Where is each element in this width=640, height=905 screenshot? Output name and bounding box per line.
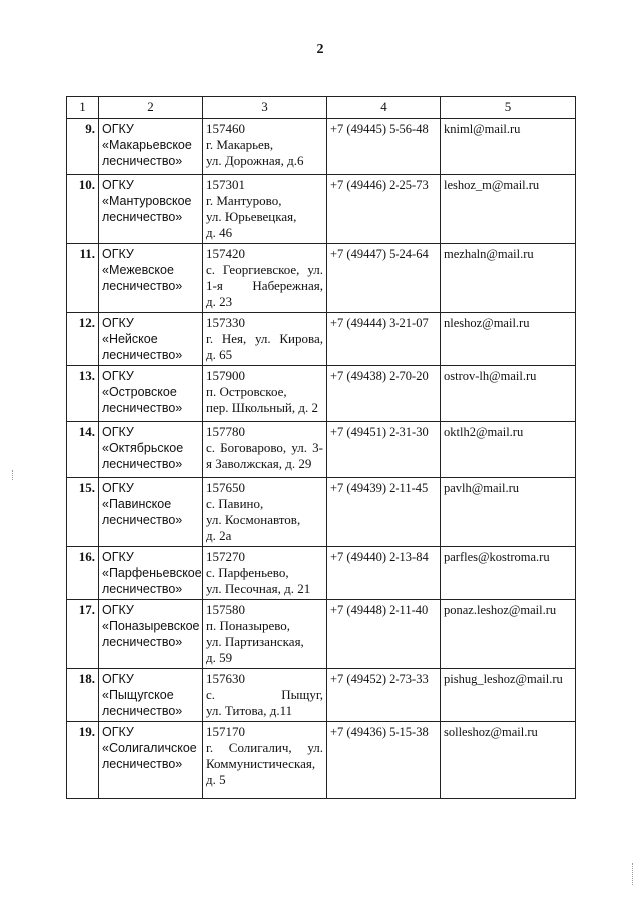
postal-code: 157330 [206, 315, 245, 330]
row-number: 19. [67, 722, 99, 799]
column-header: 4 [327, 97, 441, 119]
address-line: г. Солигалич, ул. [206, 740, 323, 755]
organization-cell [99, 119, 203, 175]
address-cell [203, 366, 327, 422]
organization-name: «Островское лесничество» [102, 385, 183, 415]
table-header-row [67, 97, 576, 119]
organization-type: ОГКУ [102, 725, 134, 739]
address-line: Коммунистическая, [206, 756, 316, 771]
address-line: пер. Школьный, д. 2 [206, 400, 319, 415]
address-cell [203, 669, 327, 722]
postal-code: 157780 [206, 424, 245, 439]
column-header: 1 [67, 97, 99, 119]
organization-name: «Макарьевское лесничество» [102, 138, 192, 168]
address-line: я Заволжская, д. 29 [206, 456, 312, 471]
organization-name: «Павинское лесничество» [102, 497, 183, 527]
phone-cell: +7 (49448) 2-11-40 [327, 600, 441, 669]
organization-name: «Солигаличское лесничество» [102, 741, 197, 771]
address-line: ул. Космонавтов, [206, 512, 301, 527]
organization-name: «Межевское лесничество» [102, 263, 183, 293]
organization-type: ОГКУ [102, 178, 134, 192]
organization-cell [99, 722, 203, 799]
organization-type: ОГКУ [102, 481, 134, 495]
table-row [67, 422, 576, 478]
organization-type: ОГКУ [102, 603, 134, 617]
phone-cell: +7 (49439) 2-11-45 [327, 478, 441, 547]
table-row [67, 175, 576, 244]
email-cell: leshoz_m@mail.ru [441, 175, 576, 244]
email-cell: ostrov-lh@mail.ru [441, 366, 576, 422]
phone-cell: +7 (49446) 2-25-73 [327, 175, 441, 244]
address-line: ул. Юрьевецкая, [206, 209, 297, 224]
address-line: д. 23 [206, 294, 233, 309]
email-cell: parfles@kostroma.ru [441, 547, 576, 600]
row-number: 15. [67, 478, 99, 547]
address-line: г. Мантурово, [206, 193, 282, 208]
organization-name: «Нейское лесничество» [102, 332, 183, 362]
column-header: 5 [441, 97, 576, 119]
column-header: 3 [203, 97, 327, 119]
organization-cell [99, 478, 203, 547]
postal-code: 157650 [206, 480, 245, 495]
organization-cell [99, 422, 203, 478]
address-cell [203, 313, 327, 366]
table-body [67, 119, 576, 799]
organization-name: «Пыщугское лесничество» [102, 688, 183, 718]
phone-cell: +7 (49438) 2-70-20 [327, 366, 441, 422]
address-cell [203, 422, 327, 478]
postal-code: 157580 [206, 602, 245, 617]
corner-mark [632, 863, 634, 885]
row-number: 11. [67, 244, 99, 313]
page-number: 2 [316, 42, 324, 57]
margin-mark [12, 470, 14, 480]
address-line: ул. Песочная, д. 21 [206, 581, 311, 596]
organization-cell [99, 547, 203, 600]
postal-code: 157630 [206, 671, 245, 686]
phone-cell: +7 (49451) 2-31-30 [327, 422, 441, 478]
postal-code: 157170 [206, 724, 245, 739]
address-line: с. Пыщуг, [206, 687, 323, 702]
email-cell: kniml@mail.ru [441, 119, 576, 175]
organization-type: ОГКУ [102, 425, 134, 439]
table-row [67, 722, 576, 799]
address-line: д. 59 [206, 650, 233, 665]
address-cell [203, 600, 327, 669]
row-number: 12. [67, 313, 99, 366]
table-row [67, 669, 576, 722]
row-number: 9. [67, 119, 99, 175]
email-cell: pishug_leshoz@mail.ru [441, 669, 576, 722]
address-line: с. Георгиевское, ул. [206, 262, 323, 277]
organization-name: «Парфеньевское лесничество» [102, 566, 202, 596]
organization-name: «Октябрьское лесничество» [102, 441, 184, 471]
address-line: с. Боговарово, ул. 3- [206, 440, 323, 455]
organization-type: ОГКУ [102, 672, 134, 686]
email-cell: solleshoz@mail.ru [441, 722, 576, 799]
address-cell [203, 119, 327, 175]
address-line: д. 65 [206, 347, 233, 362]
address-cell [203, 722, 327, 799]
organization-cell [99, 600, 203, 669]
table-row [67, 244, 576, 313]
address-line: п. Поназырево, [206, 618, 291, 633]
email-cell: mezhaln@mail.ru [441, 244, 576, 313]
organization-name: «Поназыревское лесничество» [102, 619, 200, 649]
phone-cell: +7 (49447) 5-24-64 [327, 244, 441, 313]
address-line: ул. Титова, д.11 [206, 703, 293, 718]
address-line: 1-я Набережная, [206, 278, 323, 293]
table-row [67, 366, 576, 422]
address-line: д. 46 [206, 225, 233, 240]
table-row [67, 600, 576, 669]
row-number: 17. [67, 600, 99, 669]
organization-cell [99, 669, 203, 722]
address-line: д. 2а [206, 528, 232, 543]
row-number: 18. [67, 669, 99, 722]
row-number: 10. [67, 175, 99, 244]
address-cell [203, 547, 327, 600]
phone-cell: +7 (49436) 5-15-38 [327, 722, 441, 799]
phone-cell: +7 (49452) 2-73-33 [327, 669, 441, 722]
email-cell: pavlh@mail.ru [441, 478, 576, 547]
email-cell: nleshoz@mail.ru [441, 313, 576, 366]
organization-type: ОГКУ [102, 369, 134, 383]
organization-type: ОГКУ [102, 316, 134, 330]
address-line: г. Нея, ул. Кирова, [206, 331, 323, 346]
phone-cell: +7 (49440) 2-13-84 [327, 547, 441, 600]
table-row [67, 547, 576, 600]
address-cell [203, 175, 327, 244]
email-cell: oktlh2@mail.ru [441, 422, 576, 478]
address-line: с. Парфеньево, [206, 565, 289, 580]
address-cell [203, 478, 327, 547]
organization-cell [99, 244, 203, 313]
column-header: 2 [99, 97, 203, 119]
address-line: ул. Партизанская, [206, 634, 304, 649]
postal-code: 157460 [206, 121, 245, 136]
table-row [67, 313, 576, 366]
address-line: с. Павино, [206, 496, 264, 511]
email-cell: ponaz.leshoz@mail.ru [441, 600, 576, 669]
address-line: г. Макарьев, [206, 137, 274, 152]
address-line: ул. Дорожная, д.6 [206, 153, 304, 168]
row-number: 14. [67, 422, 99, 478]
phone-cell: +7 (49445) 5-56-48 [327, 119, 441, 175]
address-line: п. Островское, [206, 384, 287, 399]
organization-type: ОГКУ [102, 122, 134, 136]
organization-name: «Мантуровское лесничество» [102, 194, 192, 224]
table-row [67, 119, 576, 175]
postal-code: 157900 [206, 368, 245, 383]
organization-type: ОГКУ [102, 247, 134, 261]
postal-code: 157301 [206, 177, 245, 192]
address-cell [203, 244, 327, 313]
organization-cell [99, 366, 203, 422]
address-line: д. 5 [206, 772, 226, 787]
row-number: 13. [67, 366, 99, 422]
organization-cell [99, 175, 203, 244]
organization-type: ОГКУ [102, 550, 134, 564]
row-number: 16. [67, 547, 99, 600]
postal-code: 157270 [206, 549, 245, 564]
organization-cell [99, 313, 203, 366]
postal-code: 157420 [206, 246, 245, 261]
phone-cell: +7 (49444) 3-21-07 [327, 313, 441, 366]
table-row [67, 478, 576, 547]
forestry-contacts-table [66, 96, 576, 799]
